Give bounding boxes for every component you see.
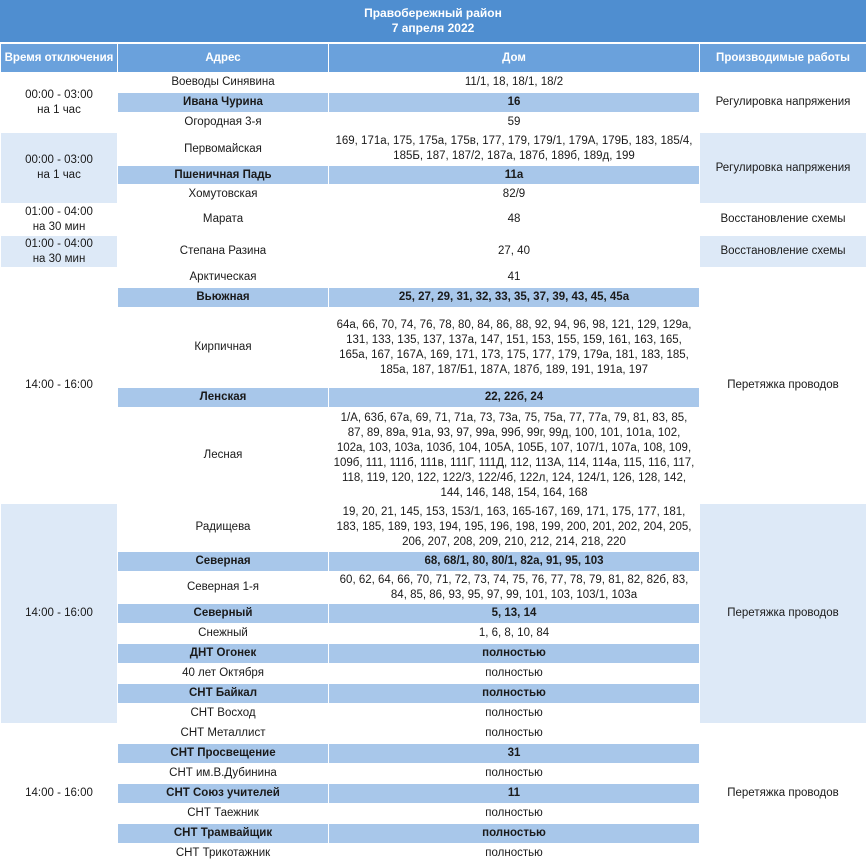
street-cell: Ивана Чурина: [118, 93, 329, 113]
house-numbers-cell: 1, 6, 8, 10, 84: [329, 624, 700, 644]
column-header-address: Адрес: [118, 44, 329, 73]
house-numbers-cell: 48: [329, 204, 700, 236]
table-row: [1, 204, 866, 236]
house-numbers-cell: полностью: [329, 664, 700, 684]
outage-time-cell: 14:00 - 16:00: [1, 268, 118, 504]
street-cell: Северная: [118, 552, 329, 572]
house-numbers-cell: 68, 68/1, 80, 80/1, 82а, 91, 95, 103: [329, 552, 700, 572]
house-numbers-cell: полностью: [329, 704, 700, 724]
house-numbers-cell: полностью: [329, 844, 700, 864]
street-cell: Вьюжная: [118, 288, 329, 308]
table-row: [1, 724, 866, 744]
work-type-cell: Перетяжка проводов: [700, 724, 866, 864]
house-numbers-cell: 5, 13, 14: [329, 604, 700, 624]
house-numbers-cell: 11/1, 18, 18/1, 18/2: [329, 73, 700, 93]
house-numbers-cell: 31: [329, 744, 700, 764]
work-type-cell: Перетяжка проводов: [700, 268, 866, 504]
work-type-cell: Восстановление схемы: [700, 204, 866, 236]
street-cell: Степана Разина: [118, 236, 329, 268]
house-numbers-cell: полностью: [329, 724, 700, 744]
column-header-time: Время отключения: [1, 44, 118, 73]
street-cell: Снежный: [118, 624, 329, 644]
outage-time-cell: 00:00 - 03:00 на 1 час: [1, 73, 118, 133]
street-cell: СНТ Трикотажник: [118, 844, 329, 864]
table-body: [1, 73, 866, 864]
house-numbers-cell: 16: [329, 93, 700, 113]
house-numbers-cell: 59: [329, 113, 700, 133]
house-numbers-cell: полностью: [329, 684, 700, 704]
work-type-cell: Регулировка напряжения: [700, 133, 866, 204]
outage-time-cell: 14:00 - 16:00: [1, 724, 118, 864]
date-title: 7 апреля 2022: [391, 21, 475, 35]
street-cell: СНТ Просвещение: [118, 744, 329, 764]
house-numbers-cell: 22, 22б, 24: [329, 388, 700, 408]
outage-table: [0, 43, 866, 864]
house-numbers-cell: 25, 27, 29, 31, 32, 33, 35, 37, 39, 43, 45, 45а: [329, 288, 700, 308]
table-row: [1, 504, 866, 552]
work-type-cell: Восстановление схемы: [700, 236, 866, 268]
house-numbers-cell: 1/А, 63б, 67а, 69, 71, 71а, 73, 73а, 75, 75а, 77, 77а, 79, 81, 83, 85, 87, 89, 89а, 91а, 93, 97, 99а, 99б, 99г, 99д, 100, 101, 101а, 102, 102а, 103, 103а, 103б, 104, 105А, 105Б, 107, 107/1, 107а, 108, 109, 109б, 111, 111б, 111в, 111Г, 111Д, 112, 113А, 114, 114а, 115, 116, 117, 118, 119, 120, 122, 122/3, 122/4б, 122л, 124, 124/1, 126, 128, 142, 144, 146, 148, 154, 164, 168: [329, 408, 700, 504]
house-numbers-cell: 82/9: [329, 185, 700, 204]
header-row: [1, 44, 866, 73]
house-numbers-cell: полностью: [329, 764, 700, 784]
house-numbers-cell: 169, 171а, 175, 175а, 175в, 177, 179, 179/1, 179А, 179Б, 183, 185/4, 185Б, 187, 187/2, 187а, 187б, 189б, 189д, 199: [329, 133, 700, 166]
street-cell: Северная 1-я: [118, 572, 329, 604]
street-cell: СНТ Таежник: [118, 804, 329, 824]
house-numbers-cell: полностью: [329, 804, 700, 824]
street-cell: Пшеничная Падь: [118, 166, 329, 185]
outage-time-cell: 01:00 - 04:00 на 30 мин: [1, 236, 118, 268]
table-row: [1, 133, 866, 166]
column-header-house: Дом: [329, 44, 700, 73]
table-row: [1, 268, 866, 288]
street-cell: Кирпичная: [118, 308, 329, 388]
house-numbers-cell: 19, 20, 21, 145, 153, 153/1, 163, 165-167, 169, 171, 175, 177, 181, 183, 185, 189, 193, 194, 195, 196, 198, 199, 200, 201, 202, 204, 205, 206, 207, 208, 209, 210, 212, 214, 218, 220: [329, 504, 700, 552]
street-cell: СНТ Трамвайщик: [118, 824, 329, 844]
house-numbers-cell: 11: [329, 784, 700, 804]
street-cell: Радищева: [118, 504, 329, 552]
street-cell: ДНТ Огонек: [118, 644, 329, 664]
work-type-cell: Регулировка напряжения: [700, 73, 866, 133]
house-numbers-cell: полностью: [329, 644, 700, 664]
district-title: Правобережный район: [364, 6, 502, 20]
street-cell: СНТ им.В.Дубинина: [118, 764, 329, 784]
street-cell: Арктическая: [118, 268, 329, 288]
outage-time-cell: 00:00 - 03:00 на 1 час: [1, 133, 118, 204]
street-cell: СНТ Байкал: [118, 684, 329, 704]
street-cell: Огородная 3-я: [118, 113, 329, 133]
street-cell: 40 лет Октября: [118, 664, 329, 684]
street-cell: Марата: [118, 204, 329, 236]
table-row: [1, 73, 866, 93]
street-cell: СНТ Союз учителей: [118, 784, 329, 804]
street-cell: Северный: [118, 604, 329, 624]
street-cell: Ленская: [118, 388, 329, 408]
street-cell: Воеводы Синявина: [118, 73, 329, 93]
work-type-cell: Перетяжка проводов: [700, 504, 866, 724]
street-cell: Лесная: [118, 408, 329, 504]
house-numbers-cell: полностью: [329, 824, 700, 844]
street-cell: Хомутовская: [118, 185, 329, 204]
house-numbers-cell: 27, 40: [329, 236, 700, 268]
table-row: [1, 236, 866, 268]
street-cell: Первомайская: [118, 133, 329, 166]
house-numbers-cell: 41: [329, 268, 700, 288]
street-cell: СНТ Восход: [118, 704, 329, 724]
street-cell: СНТ Металлист: [118, 724, 329, 744]
outage-time-cell: 14:00 - 16:00: [1, 504, 118, 724]
house-numbers-cell: 11а: [329, 166, 700, 185]
house-numbers-cell: 64а, 66, 70, 74, 76, 78, 80, 84, 86, 88, 92, 94, 96, 98, 121, 129, 129а, 131, 133, 135, 137, 137а, 147, 151, 153, 155, 159, 161, 163, 165, 165а, 167, 167А, 169, 171, 173, 175, 177, 179, 179а, 181, 183, 185, 185а, 187, 187/Б1, 187А, 187б, 189, 191, 191а, 197: [329, 308, 700, 388]
page-title: [0, 0, 866, 42]
column-header-work: Производимые работы: [700, 44, 866, 73]
outage-time-cell: 01:00 - 04:00 на 30 мин: [1, 204, 118, 236]
house-numbers-cell: 60, 62, 64, 66, 70, 71, 72, 73, 74, 75, 76, 77, 78, 79, 81, 82, 82б, 83, 84, 85, 86, 93, 95, 97, 99, 101, 103, 103/1, 103а: [329, 572, 700, 604]
